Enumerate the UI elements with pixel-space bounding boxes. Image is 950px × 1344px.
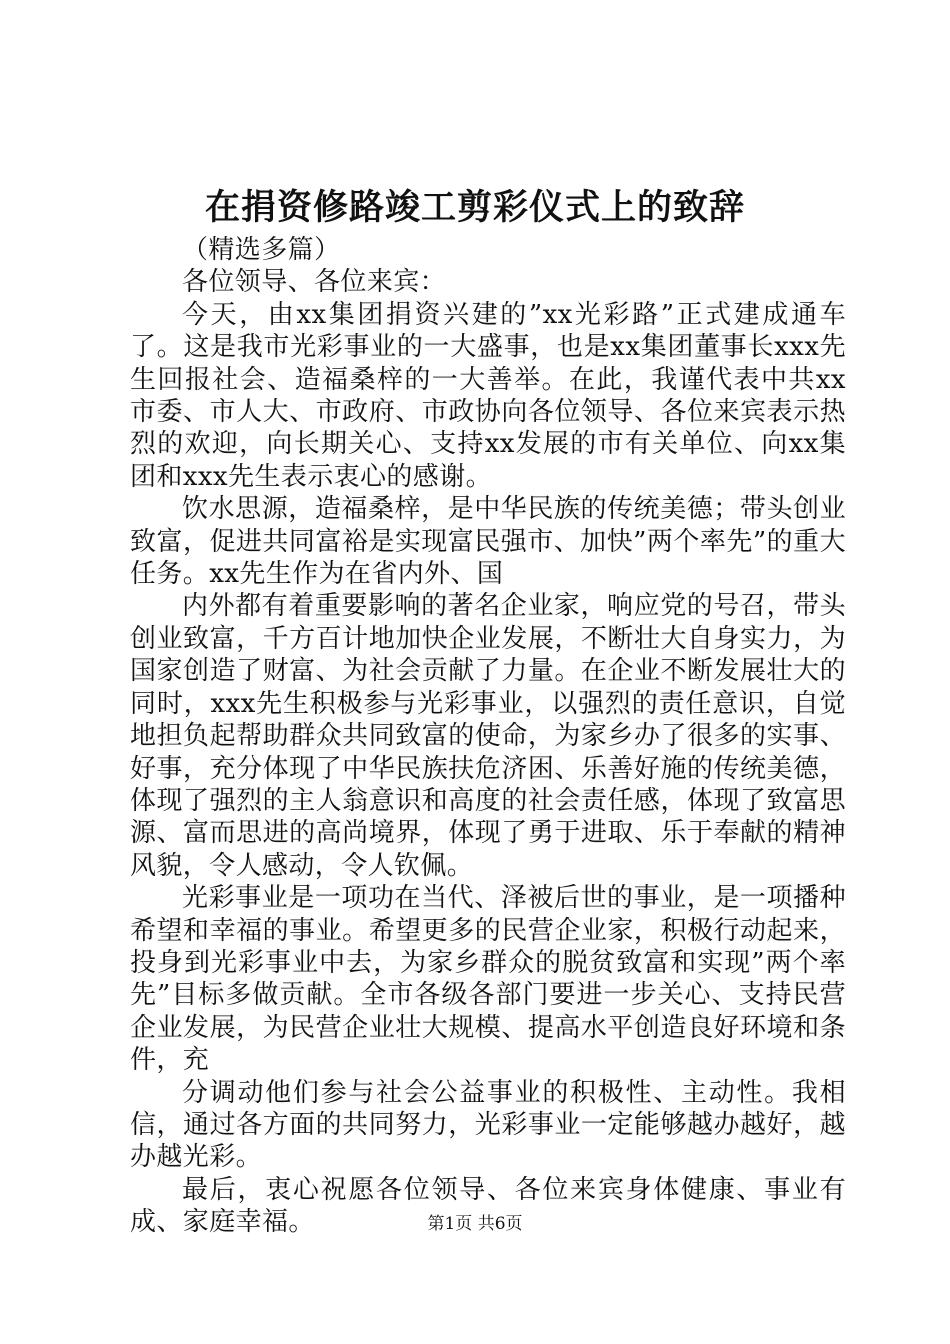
paragraph-5: 分调动他们参与社会公益事业的积极性、主动性。我相信，通过各方面的共同努力，光彩事业一定能够越办越好，越办越光彩。 (130, 1077, 846, 1173)
salutation: 各位领导、各位来宾： (182, 267, 447, 298)
document-title: 在捐资修路竣工剪彩仪式上的致辞 (204, 187, 745, 228)
document-body (130, 234, 846, 1239)
page-indicator: 第1页 共6页 (427, 1214, 523, 1234)
page-footer (0, 1212, 950, 1236)
paragraph-6: 最后，衷心祝愿各位领导、各位来宾身体健康、事业有成、家庭幸福。 (130, 1174, 846, 1238)
paragraph-2: 饮水思源，造福桑梓，是中华民族的传统美德；带头创业致富，促进共同富裕是实现富民强市、加快”两个率先”的重大任务。xx先生作为在省内外、国 (130, 494, 846, 590)
paragraph-4: 光彩事业是一项功在当代、泽被后世的事业，是一项播种希望和幸福的事业。希望更多的民营企业家，积极行动起来，投身到光彩事业中去，为家乡群众的脱贫致富和实现”两个率先”目标多做贡献。全市各级各部门要进一步关心、支持民营企业发展，为民营企业壮大规模、提高水平创造良好环境和条件，充 (130, 883, 846, 1076)
paragraph-1: 今天，由xx集团捐资兴建的”xx光彩路”正式建成通车了。这是我市光彩事业的一大盛事，也是xx集团董事长xxx先生回报社会、造福桑梓的一大善举。在此，我谨代表中共xx市委、市人大、市政府、市政协向各位领导、各位来宾表示热烈的欢迎，向长期关心、支持xx发展的市有关单位、向xx集团和xxx先生表示衷心的感谢。 (130, 299, 846, 492)
subtitle: （精选多篇） (182, 235, 341, 265)
paragraph-3: 内外都有着重要影响的著名企业家，响应党的号召，带头创业致富，千方百计地加快企业发展，不断壮大自身实力，为国家创造了财富、为社会贡献了力量。在企业不断发展壮大的同时，xxx先生积极参与光彩事业，以强烈的责任意识，自觉地担负起帮助群众共同致富的使命，为家乡办了很多的实事、好事，充分体现了中华民族扶危济困、乐善好施的传统美德，体现了强烈的主人翁意识和高度的社会责任感，体现了致富思源、富而思进的高尚境界，体现了勇于进取、乐于奉献的精神风貌，令人感动，令人钦佩。 (130, 591, 846, 881)
